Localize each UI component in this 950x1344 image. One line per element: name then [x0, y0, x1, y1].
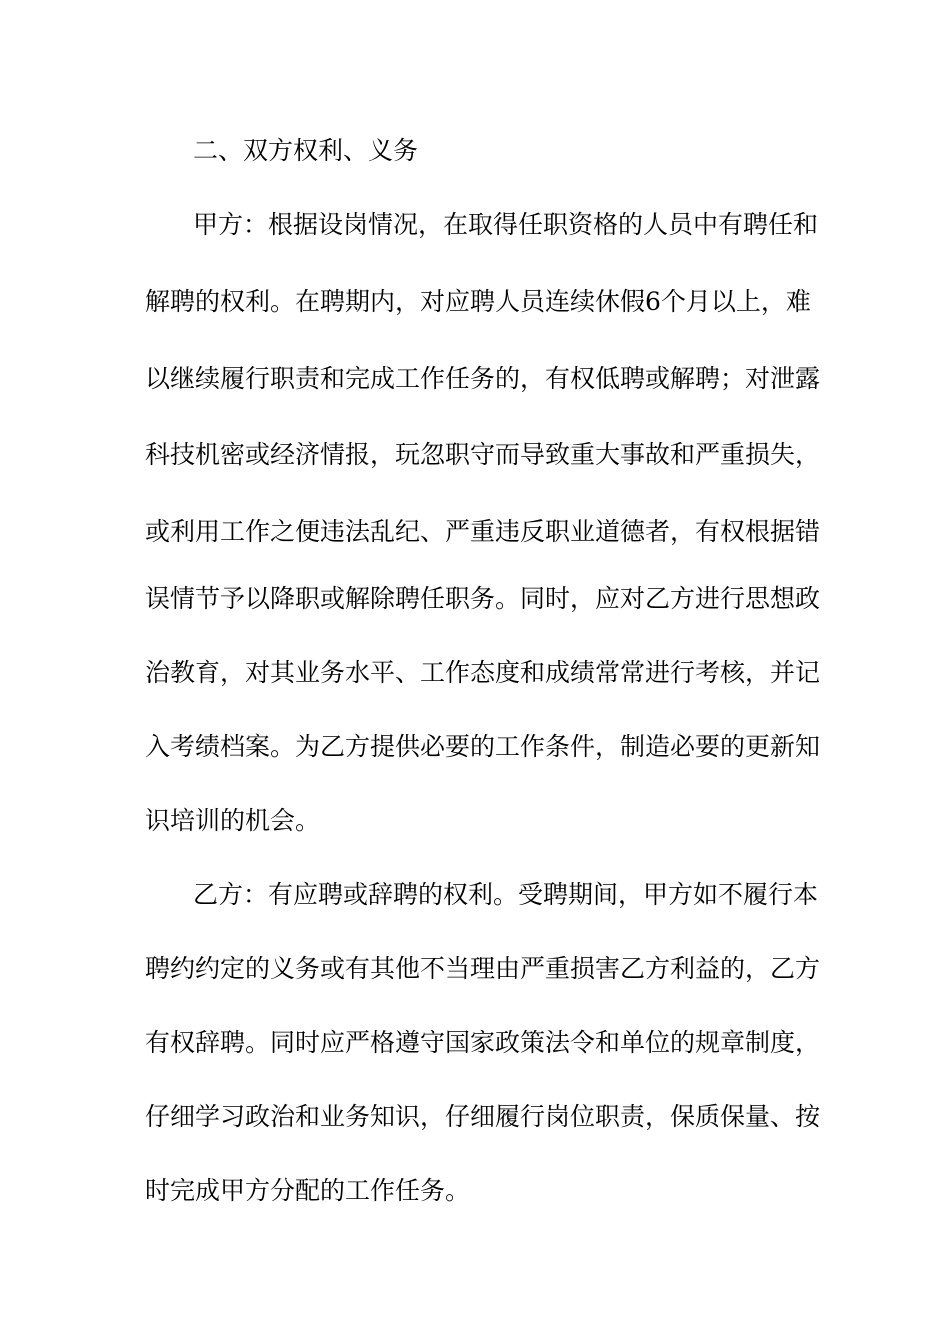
- paragraph-a-line: [0, 284, 950, 320]
- section-heading-line: [0, 133, 950, 169]
- paragraph-a-line: [0, 581, 950, 617]
- paragraph-a-line: [0, 207, 950, 243]
- paragraph-text: 时完成甲方分配的工作任务。: [145, 1176, 471, 1205]
- paragraph-text: 或利用工作之便违法乱纪、严重违反职业道德者，有权根据错: [145, 517, 821, 546]
- paragraph-a-line: [0, 803, 950, 839]
- paragraph-a-line: [0, 655, 950, 691]
- paragraph-a-line: [0, 729, 950, 765]
- paragraph-text: 误情节予以降职或解除聘任职务。同时，应对乙方进行思想政: [145, 584, 821, 613]
- paragraph-a-line: [0, 514, 950, 550]
- paragraph-a-line: [0, 437, 950, 473]
- paragraph-text: 有权辞聘。同时应严格遵守国家政策法令和单位的规章制度，: [145, 1028, 821, 1057]
- paragraph-text: 以继续履行职责和完成工作任务的，有权低聘或解聘；对泄露: [145, 364, 821, 393]
- paragraph-text: 识培训的机会。: [145, 806, 321, 835]
- paragraph-text: 治教育，对其业务水平、工作态度和成绩常常进行考核，并记: [145, 658, 821, 687]
- paragraph-text: 聘约约定的义务或有其他不当理由严重损害乙方利益的，乙方: [145, 954, 821, 983]
- paragraph-b-line: [0, 1173, 950, 1209]
- section-heading: 二、双方权利、义务: [193, 136, 419, 165]
- paragraph-b-line: [0, 951, 950, 987]
- paragraph-text: 乙方：有应聘或辞聘的权利。受聘期间，甲方如不履行本: [193, 880, 819, 909]
- paragraph-text: 仔细学习政治和业务知识，仔细履行岗位职责，保质保量、按: [145, 1102, 821, 1131]
- paragraph-text: 甲方：根据设岗情况，在取得任职资格的人员中有聘任和: [193, 210, 819, 239]
- paragraph-b-line: [0, 1099, 950, 1135]
- paragraph-b-line: [0, 877, 950, 913]
- paragraph-b-line: [0, 1025, 950, 1061]
- paragraph-text: 科技机密或经济情报，玩忽职守而导致重大事故和严重损失，: [145, 440, 821, 469]
- paragraph-text: 入考绩档案。为乙方提供必要的工作条件，制造必要的更新知: [145, 732, 821, 761]
- paragraph-text: 解聘的权利。在聘期内，对应聘人员连续休假6个月以上，难: [145, 287, 811, 316]
- paragraph-a-line: [0, 361, 950, 397]
